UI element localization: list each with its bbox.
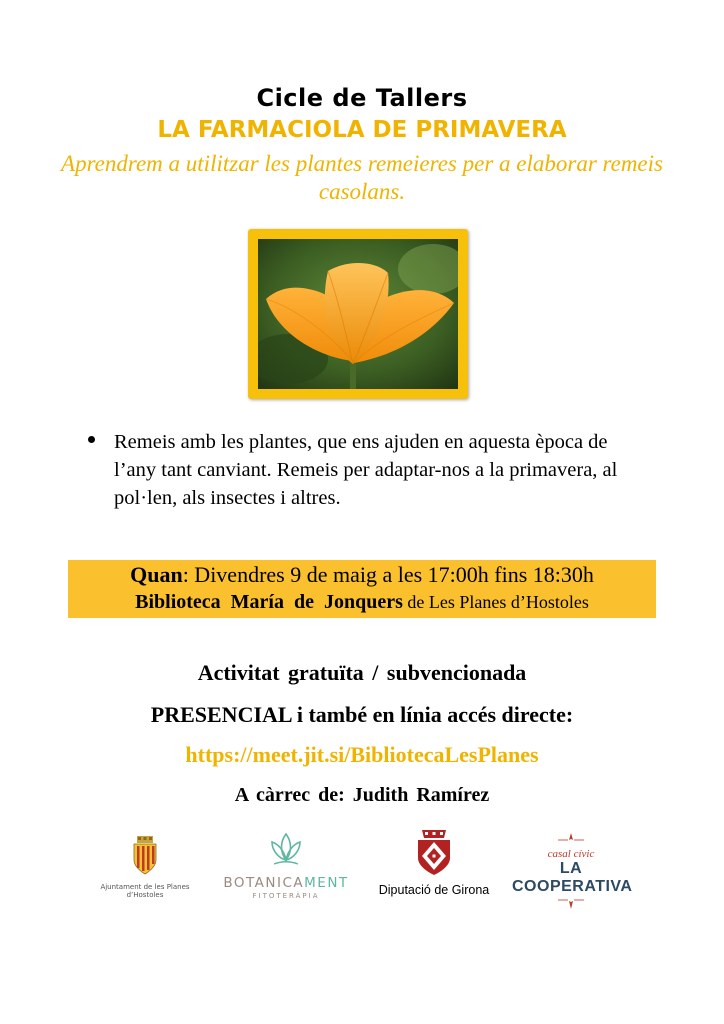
- list-item: [88, 428, 668, 518]
- botanicament-name: [218, 875, 354, 891]
- botanicament-logo: [218, 830, 354, 904]
- diputacio-logo: [372, 828, 496, 900]
- botanica-text: BOTANICA: [223, 875, 305, 891]
- star-bottom-icon: [556, 897, 586, 909]
- info-box: [68, 560, 656, 618]
- ajuntament-name: Ajuntament de les Planes d’Hostoles: [100, 883, 190, 899]
- ment-text: MENT: [304, 875, 349, 891]
- ajuntament-logo: [100, 836, 190, 899]
- cooperativa-top-text: casal cívic: [547, 848, 595, 860]
- cooperativa-name: LA COOPERATIVA: [512, 860, 633, 895]
- bullet-dot-icon: [88, 436, 95, 443]
- poster-title: Cicle de Tallers: [256, 84, 468, 112]
- poppy-image: [258, 239, 458, 389]
- info-place: [68, 591, 656, 614]
- presencial-text: PRESENCIAL i també en línia accés directe:: [150, 702, 574, 727]
- botanicament-subtitle: FITOTERÀPIA: [252, 892, 320, 900]
- when-label: Quan: [130, 562, 183, 587]
- list-item-text: Remeis amb les plantes, que ens ajuden en aquesta època de l’any tant canviant. Remeis per adaptar-nos a la primavera, al pol·len, als insectes i altres.: [114, 431, 618, 509]
- speaker-text: A càrrec de: Judith Ramírez: [234, 784, 490, 806]
- when-text: : Divendres 9 de maig a les 17:00h fins 18:30h: [182, 562, 594, 587]
- poster-subtitle: LA FARMACIOLA DE PRIMAVERA: [157, 117, 567, 143]
- place-name: Biblioteca María de Jonquers: [135, 591, 403, 613]
- diputacio-name: Diputació de Girona: [378, 883, 490, 897]
- lotus-icon: [266, 830, 306, 870]
- info-when: [68, 562, 656, 588]
- place-rest: de Les Planes d’Hostoles: [402, 592, 589, 612]
- meeting-link[interactable]: https://meet.jit.si/BibliotecaLesPlanes: [185, 742, 539, 767]
- star-icon: [556, 833, 586, 843]
- cooperativa-logo: [512, 830, 633, 895]
- free-activity-text: Activitat gratuïta / subvencionada: [197, 660, 527, 685]
- poster-tagline: Aprendrem a utilitzar les plantes remeieres per a elaborar remeis casolans.: [61, 151, 663, 204]
- shield-icon: [416, 828, 452, 876]
- coat-of-arms-icon: [131, 836, 159, 876]
- flower-photo: [248, 229, 468, 399]
- bullet-list: [88, 428, 668, 518]
